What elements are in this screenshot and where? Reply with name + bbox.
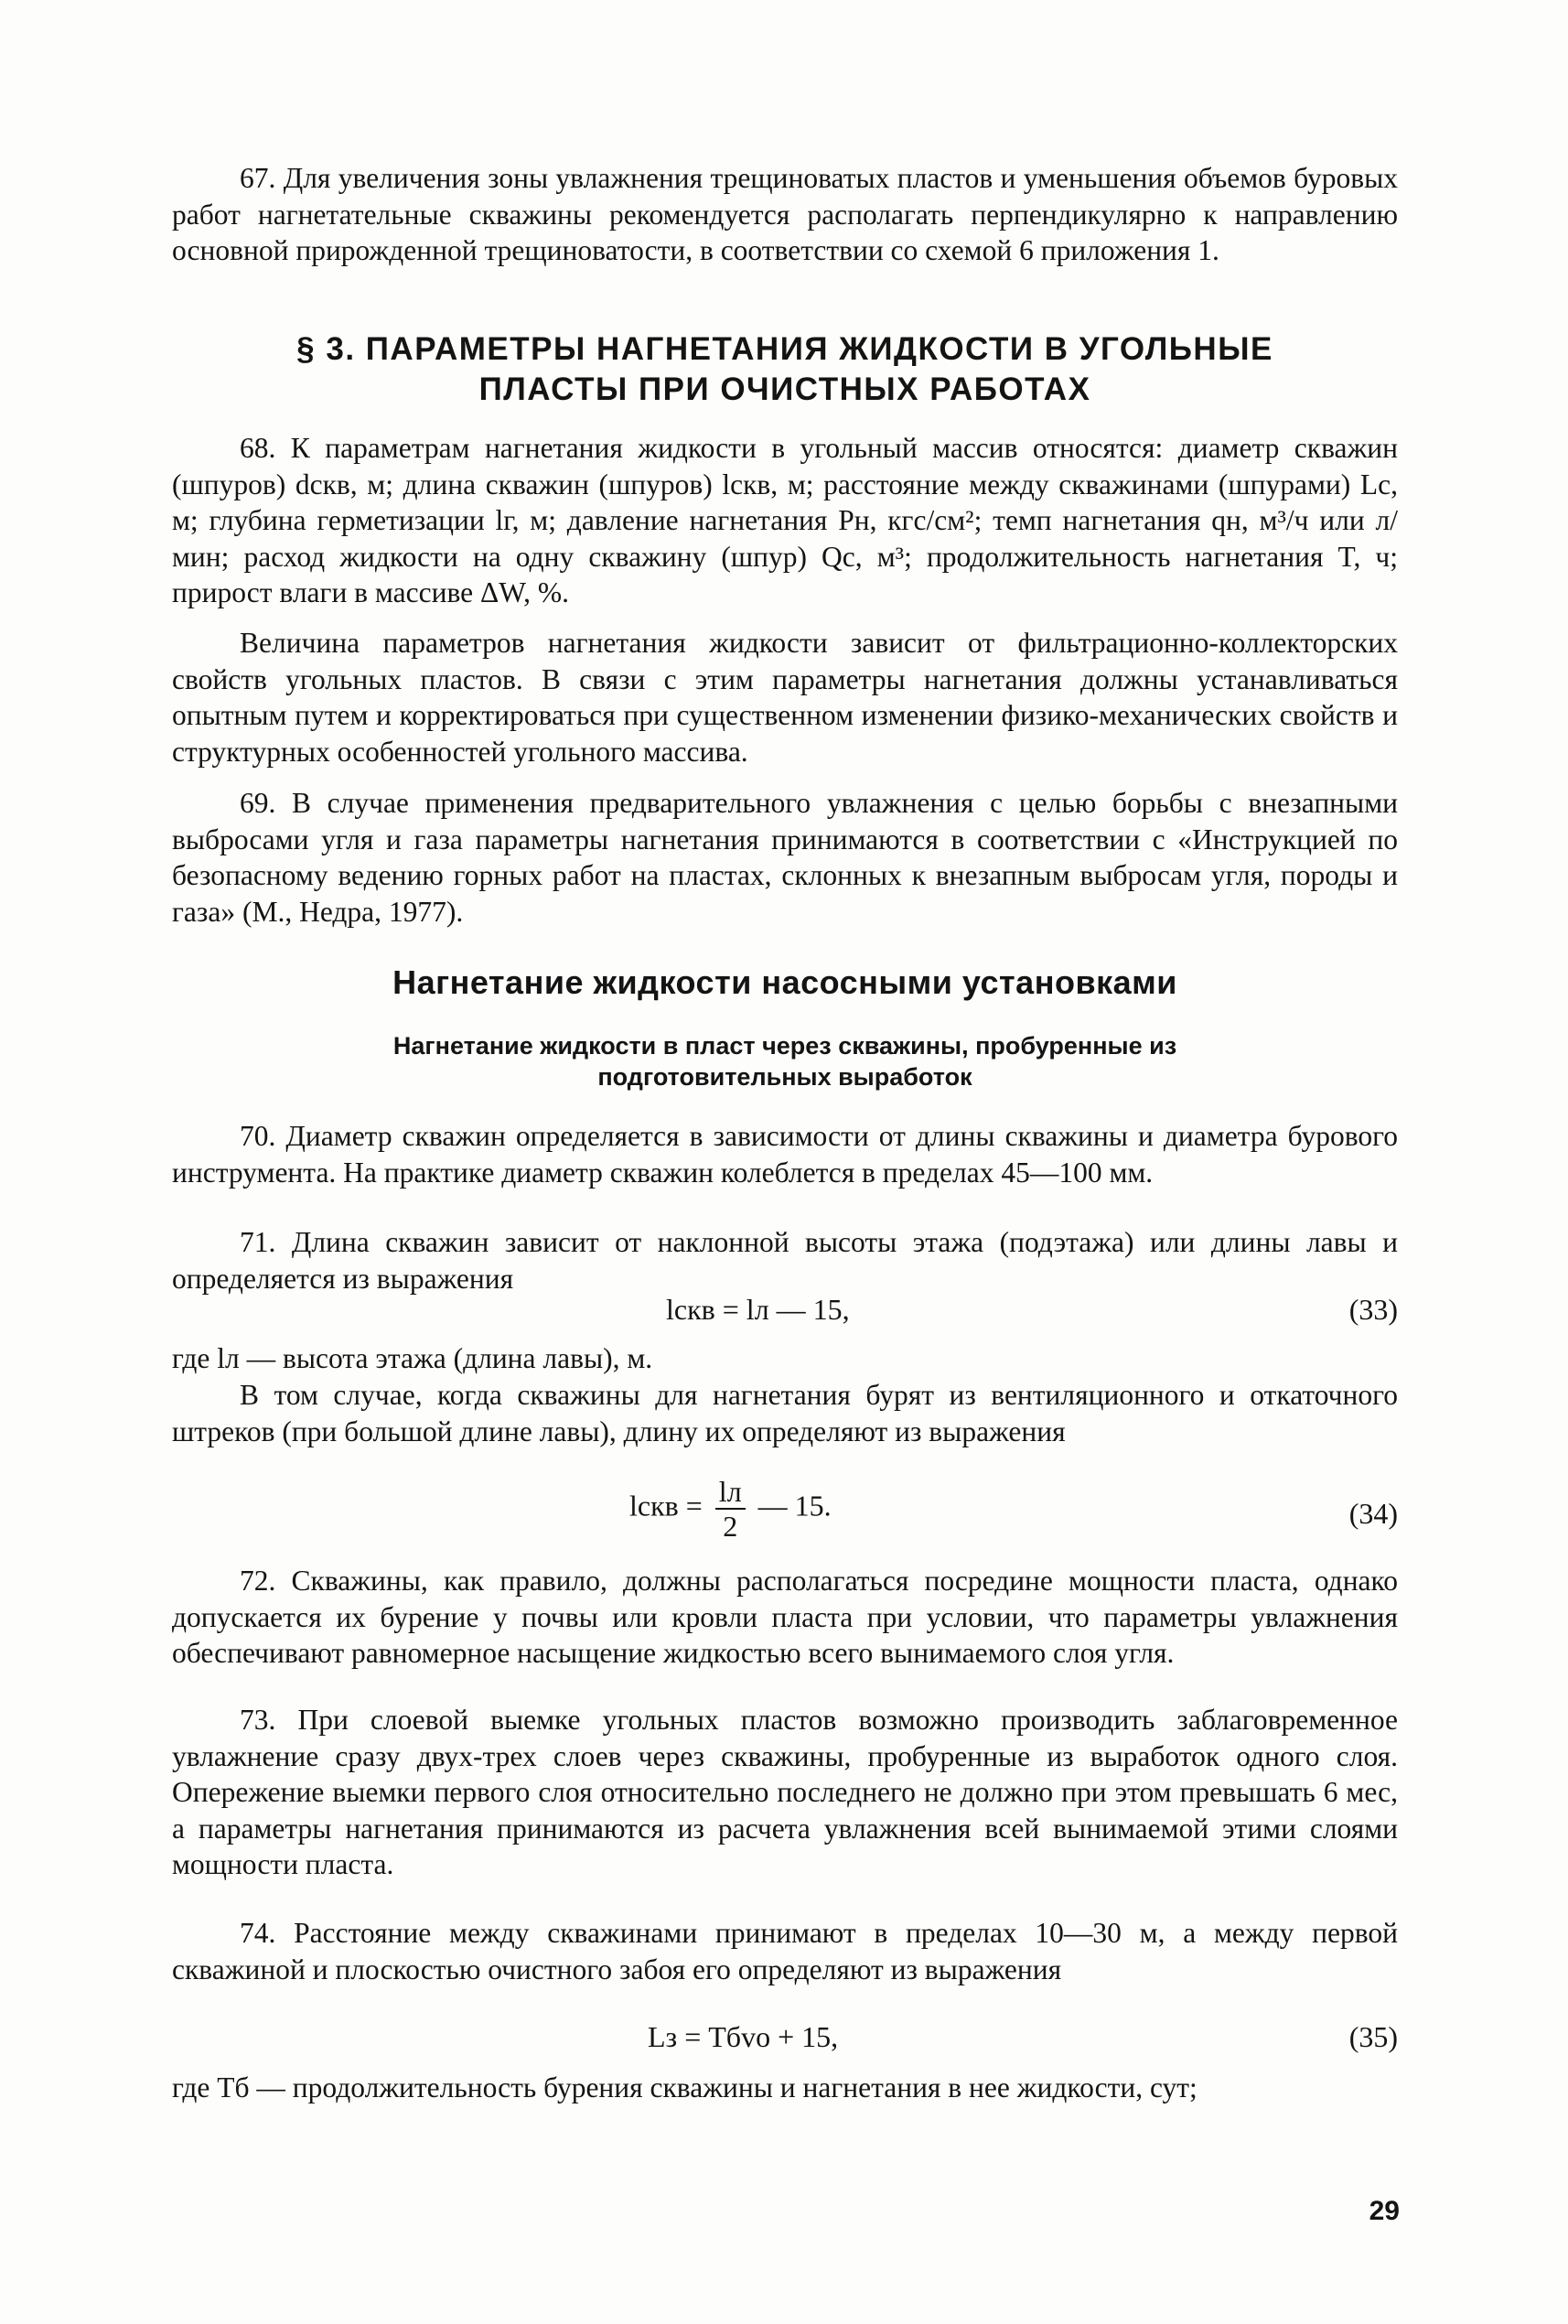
section-title-line-1: § 3. ПАРАМЕТРЫ НАГНЕТАНИЯ ЖИДКОСТИ В УГОЛЬНЫЕ <box>296 331 1273 367</box>
paragraph-68-text: 68. К параметрам нагнетания жидкости в угольный массив относятся: диаметр скважин (шпуров) dскв, м; длина скважин (шпуров) lскв, м; расстояние между скважинами (шпурами) Lc, м; глубина герметизации lг, м; давление нагнетания Pн, кгс/см²; темп нагнетания qн, м³/ч или л/мин; расход жидкости на одну скважину (шпур) Qc, м³; продолжительность нагнетания T, ч; прирост влаги в массиве ΔW, %. <box>172 432 1398 608</box>
equation-34-fraction <box>715 1475 746 1543</box>
equation-33 <box>172 1293 1398 1329</box>
equation-34-denominator: 2 <box>723 1510 738 1543</box>
paragraph-71b <box>172 1377 1398 1449</box>
paragraph-74-text: 74. Расстояние между скважинами принимают в пределах 10—30 м, а между первой скважиной и плоскостью очистного забоя его определяют из выражения <box>172 1917 1398 1985</box>
where-33-text: где lл — высота этажа (длина лавы), м. <box>172 1342 653 1374</box>
paragraph-71b-text: В том случае, когда скважины для нагнетания бурят из вентиляционного и откаточного штреков (при большой длине лавы), длину их определяют из выражения <box>172 1379 1398 1447</box>
page-number: 29 <box>1369 2196 1400 2226</box>
paragraph-67-text: 67. Для увеличения зоны увлажнения трещиноватых пластов и уменьшения объемов буровых работ нагнетательные скважины рекомендуется располагать перпендикулярно к направлению основной прирожденной трещиноватости, в соответствии со схемой 6 приложения 1. <box>172 162 1398 266</box>
paragraph-73 <box>172 1702 1398 1883</box>
equation-35-expression: Lз = Tбvo + 15, <box>648 2020 839 2053</box>
paragraph-67 <box>172 160 1398 269</box>
equation-35 <box>172 2020 1398 2057</box>
equation-34-numerator: lл <box>715 1475 746 1510</box>
paragraph-72 <box>172 1563 1398 1672</box>
paragraph-74 <box>172 1915 1398 1987</box>
paragraph-68 <box>172 430 1398 611</box>
equation-33-number: (33) <box>1348 1293 1398 1326</box>
where-33 <box>172 1340 1398 1377</box>
sub-subheading-line-1: Нагнетание жидкости в пласт через скважины, пробуренные из <box>392 1032 1177 1060</box>
equation-35-number: (35) <box>1348 2020 1398 2053</box>
equation-34 <box>172 1475 1398 1552</box>
paragraph-70-text: 70. Диаметр скважин определяется в зависимости от длины скважины и диаметра бурового инструмента. На практике диаметр скважин колеблется в пределах 45—100 мм. <box>172 1120 1398 1189</box>
equation-34-tail: — 15. <box>757 1489 832 1522</box>
paragraph-71-text: 71. Длина скважин зависит от наклонной высоты этажа (подэтажа) или длины лавы и определяется из выражения <box>172 1226 1398 1295</box>
paragraph-68b <box>172 625 1398 769</box>
equation-34-lhs: lскв = <box>629 1489 703 1522</box>
sub-subheading-line-2: подготовительных выработок <box>597 1063 972 1091</box>
section-title-line-2: ПЛАСТЫ ПРИ ОЧИСТНЫХ РАБОТАХ <box>478 371 1091 407</box>
subheading <box>172 963 1398 1003</box>
paragraph-71 <box>172 1224 1398 1296</box>
where-35 <box>172 2070 1398 2106</box>
paragraph-69-text: 69. В случае применения предварительного увлажнения с целью борьбы с внезапными выбросами угля и газа параметры нагнетания принимаются в соответствии с «Инструкцией по безопасному ведению горных работ на пластах, склонных к внезапным выбросам угля, породы и газа» (М., Недра, 1977). <box>172 787 1398 928</box>
paragraph-68b-text: Величина параметров нагнетания жидкости зависит от фильтрационно-коллекторских свойств угольных пластов. В связи с этим параметры нагнетания должны устанавливаться опытным путем и корректироваться при существенном изменении физико-механических свойств и структурных особенностей угольного массива. <box>172 627 1398 768</box>
section-title <box>172 329 1398 410</box>
equation-34-number: (34) <box>1348 1497 1398 1530</box>
sub-subheading <box>172 1030 1398 1092</box>
subheading-text: Нагнетание жидкости насосными установками <box>392 963 1177 1001</box>
paragraph-69 <box>172 785 1398 930</box>
paragraph-72-text: 72. Скважины, как правило, должны располагаться посредине мощности пласта, однако допускается их бурение у почвы или кровли пласта при условии, что параметры увлажнения обеспечивают равномерное насыщение жидкостью всего вынимаемого слоя угля. <box>172 1565 1398 1669</box>
where-35-text: где Tб — продолжительность бурения скважины и нагнетания в нее жидкости, сут; <box>172 2071 1197 2103</box>
paragraph-70 <box>172 1118 1398 1190</box>
equation-33-expression: lскв = lл — 15, <box>666 1293 850 1326</box>
equation-34-expression <box>629 1475 832 1543</box>
paragraph-73-text: 73. При слоевой выемке угольных пластов возможно производить заблаговременное увлажнение сразу двух-трех слоев через скважины, пробуренные из выработок одного слоя. Опережение выемки первого слоя относительно последнего не должно при этом превышать 6 мес, а параметры нагнетания принимаются из расчета увлажнения всей вынимаемой этими слоями мощности пласта. <box>172 1704 1398 1880</box>
